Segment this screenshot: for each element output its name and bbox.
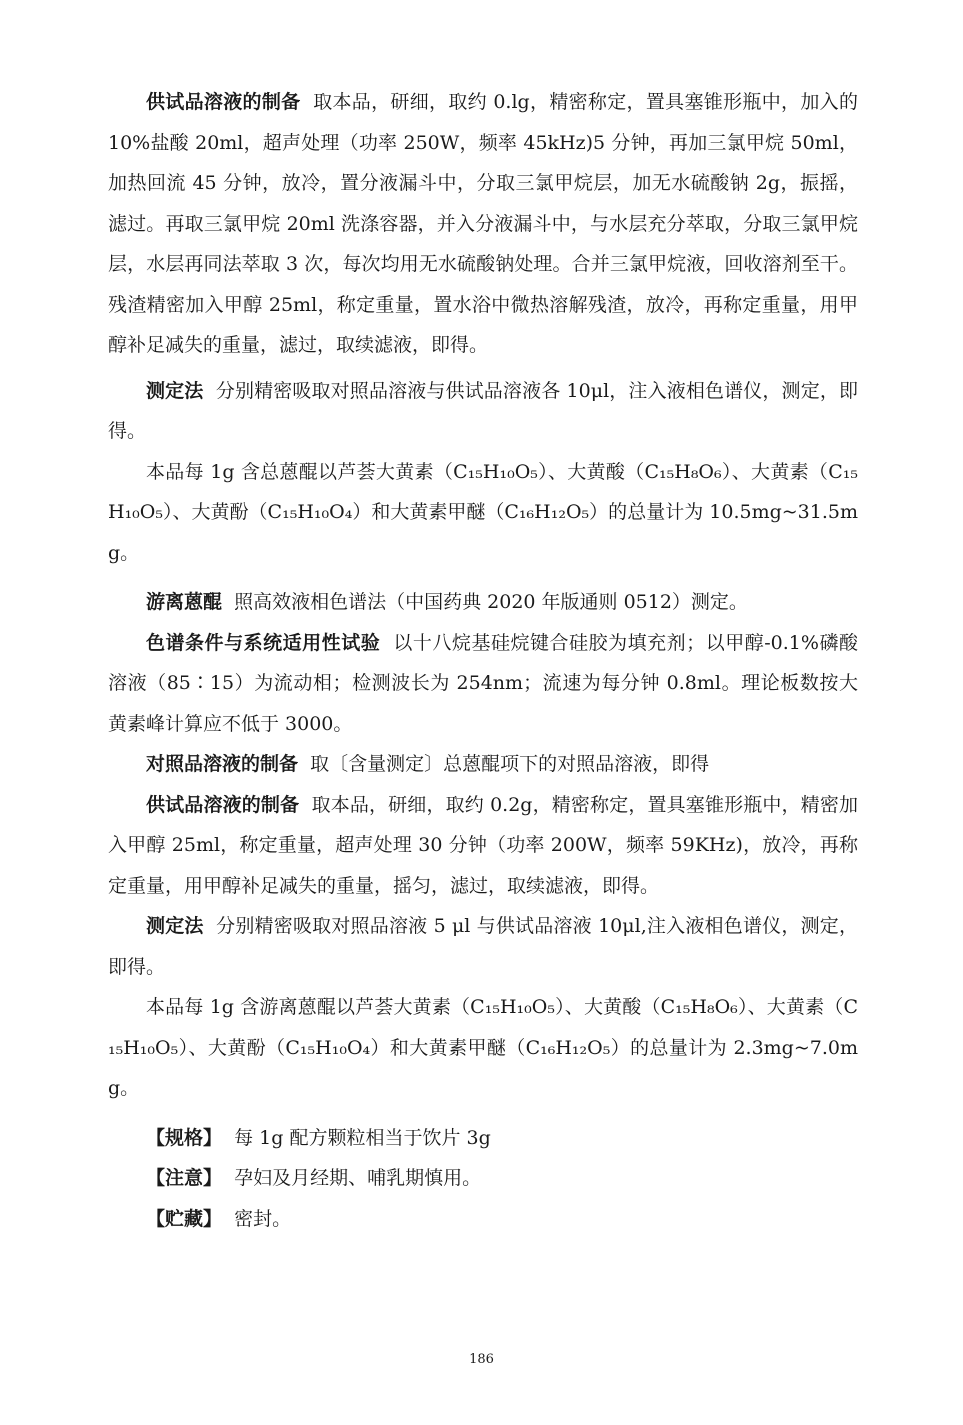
paragraph-text: 取本品，研细，取约 0.2g，精密称定，置具塞锥形瓶中，精密加入甲醇 25ml，称定重量，超声处理 30 分钟（功率 200W，频率 59KHz)，放冷，再称定重量，用甲醇补足减失的重量，摇匀，滤过，取续滤液，即得。 <box>108 793 858 897</box>
paragraph-reference-solution-prep <box>108 744 858 785</box>
paragraph-heading: 游离蒽醌 <box>146 591 223 613</box>
paragraph-text: 本品每 1g 含总蒽醌以芦荟大黄素（C₁₅H₁₀O₅）、大黄酸（C₁₅H₈O₆）、大黄素（C₁₅H₁₀O₅）、大黄酚（C₁₅H₁₀O₄）和大黄素甲醚（C₁₆H₁₂O₅）的总量计为 10.5mg~31.5mg。 <box>108 460 858 564</box>
paragraph-heading: 供试品溶液的制备 <box>146 91 301 113</box>
paragraph-heading: 测定法 <box>146 915 204 937</box>
paragraph-heading: 色谱条件与系统适用性试验 <box>146 631 381 654</box>
section-text: 孕妇及月经期、哺乳期慎用。 <box>234 1167 482 1189</box>
paragraph-free-anthraquinone <box>108 582 858 623</box>
section-text: 密封。 <box>234 1207 292 1230</box>
paragraph-test-solution-prep-2 <box>108 785 858 907</box>
paragraph-text: 分别精密吸取对照品溶液 5 μl 与供试品溶液 10μl,注入液相色谱仪，测定，即得。 <box>108 915 858 978</box>
paragraph-text: 取本品，研细，取约 0.lg，精密称定，置具塞锥形瓶中，加入的 10%盐酸 20ml，超声处理（功率 250W，频率 45kHz)5 分钟，再加三氯甲烷 50ml，加热回流 45 分钟，放冷，置分液漏斗中，分取三氯甲烷层，加无水硫酸钠 2g，振摇，滤过。再取三氯甲烷 20ml 洗涤容器，并入分液漏斗中，与水层充分萃取，分取三氯甲烷层，水层再同法萃取 3 次，每次均用无水硫酸钠处理。合并三氯甲烷液，回收溶剂至干。残渣精密加入甲醇 25ml，称定重量，置水浴中微热溶解残渣，放冷，再称定重量，用甲醇补足减失的重量，滤过，取续滤液，即得。 <box>108 91 858 356</box>
paragraph-assay-method-2 <box>108 906 858 987</box>
section-label: 【规格】 <box>146 1126 223 1149</box>
paragraph-test-solution-prep <box>108 82 858 366</box>
paragraph-text: 照高效液相色谱法（中国药典 2020 年版通则 0512）测定。 <box>234 591 748 613</box>
page-number: 186 <box>469 1352 494 1367</box>
paragraph-heading: 对照品溶液的制备 <box>146 753 299 775</box>
paragraph-assay-method <box>108 371 858 452</box>
section-text: 每 1g 配方颗粒相当于饮片 3g <box>234 1126 491 1149</box>
document-body <box>108 82 858 1239</box>
section-label: 【贮藏】 <box>146 1207 223 1230</box>
section-storage <box>108 1199 858 1240</box>
paragraph-text: 本品每 1g 含游离蒽醌以芦荟大黄素（C₁₅H₁₀O₅）、大黄酸（C₁₅H₈O₆）、大黄素（C₁₅H₁₀O₅）、大黄酚（C₁₅H₁₀O₄）和大黄素甲醚（C₁₆H₁₂O₅）的总量计为 2.3mg~7.0mg。 <box>108 996 858 1099</box>
paragraph-chromatographic-conditions <box>108 623 858 745</box>
paragraph-text: 分别精密吸取对照品溶液与供试品溶液各 10μl，注入液相色谱仪，测定，即得。 <box>108 379 858 442</box>
paragraph-text: 取〔含量测定〕总蒽醌项下的对照品溶液，即得 <box>310 753 710 775</box>
paragraph-free-anthraquinone-limit <box>108 987 858 1109</box>
paragraph-heading: 测定法 <box>146 379 204 402</box>
paragraph-text: 以十八烷基硅烷键合硅胶为填充剂；以甲醇-0.1%磷酸溶液（85∶15）为流动相；检测波长为 254nm；流速为每分钟 0.8ml。理论板数按大黄素峰计算应不低于 3000。 <box>108 631 858 735</box>
section-label: 【注意】 <box>146 1167 223 1189</box>
paragraph-heading: 供试品溶液的制备 <box>146 793 300 816</box>
section-precautions <box>108 1158 858 1199</box>
section-specification <box>108 1118 858 1159</box>
paragraph-total-anthraquinone-limit <box>108 452 858 574</box>
